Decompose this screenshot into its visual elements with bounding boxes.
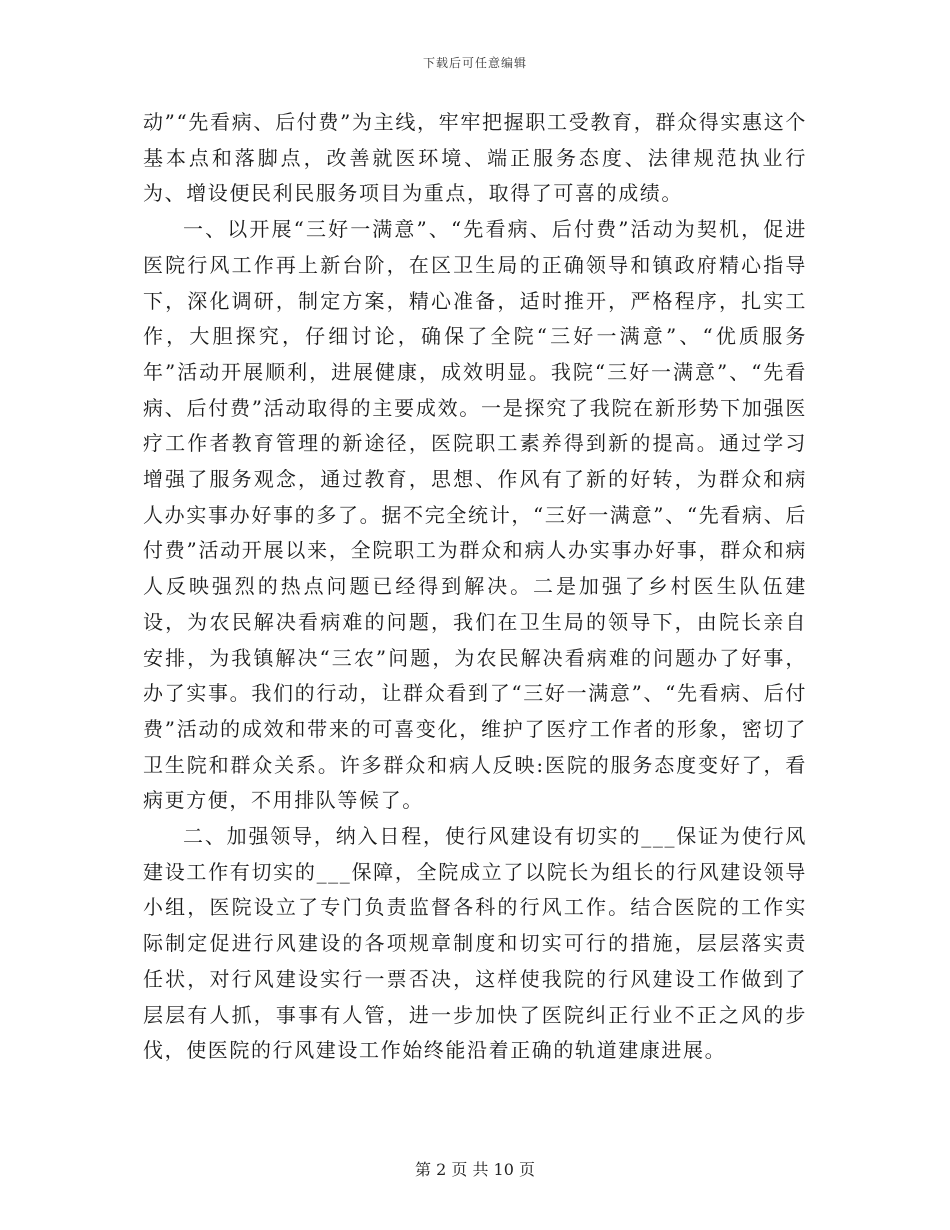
page-number-footer: 第 2 页 共 10 页 — [415, 1160, 535, 1179]
document-body — [143, 105, 807, 1069]
paragraph-section-two: 二、加强领导，纳入日程，使行风建设有切实的___保证为使行风建设工作有切实的___保障，全院成立了以院长为组长的行风建设领导小组，医院设立了专门负责监督各科的行风工作。结合医院的工作实际制定促进行风建设的各项规章制度和切实可行的措施，层层落实责任状，对行风建设实行一票否决，这样使我院的行风建设工作做到了层层有人抓，事事有人管，进一步加快了医院纠正行业不正之风的步伐，使医院的行风建设工作始终能沿着正确的轨道建康进展。 — [143, 824, 807, 1063]
paragraph-section-one: 一、以开展“三好一满意”、“先看病、后付费”活动为契机，促进医院行风工作再上新台阶，在区卫生局的正确领导和镇政府精心指导下，深化调研，制定方案，精心准备，适时推开，严格程序，扎实工作，大胆探究，仔细讨论，确保了全院“三好一满意”、“优质服务年”活动开展顺利，进展健康，成效明显。我院“三好一满意”、“先看病、后付费”活动取得的主要成效。一是探究了我院在新形势下加强医疗工作者教育管理的新途径，医院职工素养得到新的提高。通过学习增强了服务观念，通过教育，思想、作风有了新的好转，为群众和病人办实事办好事的多了。据不完全统计，“三好一满意”、“先看病、后付费”活动开展以来，全院职工为群众和病人办实事办好事，群众和病人反映强烈的热点问题已经得到解决。二是加强了乡村医生队伍建设，为农民解决看病难的问题，我们在卫生局的领导下，由院长亲自安排，为我镇解决“三农”问题，为农民解决看病难的问题办了好事，办了实事。我们的行动，让群众看到了“三好一满意”、“先看病、后付费”活动的成效和带来的可喜变化，维护了医疗工作者的形象，密切了卫生院和群众关系。许多群众和病人反映:医院的服务态度变好了，看病更方便，不用排队等候了。 — [143, 217, 807, 813]
paragraph-continued: 动”“先看病、后付费”为主线，牢牢把握职工受教育，群众得实惠这个基本点和落脚点，改善就医环境、端正服务态度、法律规范执业行为、增设便民利民服务项目为重点，取得了可喜的成绩。 — [143, 110, 807, 206]
page-header-note: 下载后可任意编辑 — [422, 56, 527, 70]
